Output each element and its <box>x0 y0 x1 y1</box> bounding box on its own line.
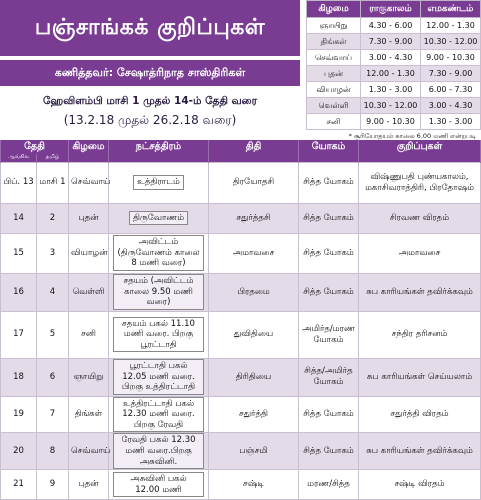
header-yogam: யோகம் <box>299 140 359 154</box>
cell-tithi: பிரதமை <box>209 273 299 311</box>
cell-tamil-date: 9 <box>37 470 69 500</box>
sunrise-note: * சூரியோதயம் காலை 6.00 மணி என்றபடி <box>348 132 476 140</box>
cell-star-text: சதயம் (அவிட்டம் காலை 9.50 மணி வரை) <box>113 274 204 310</box>
cell-tamil-date: 4 <box>37 273 69 311</box>
rahu-day: வெள்ளி <box>307 98 361 114</box>
panchangam-table <box>0 140 480 500</box>
ema-time: 10.30 - 12.00 <box>421 34 481 50</box>
rahu-header-rahu: ராகுகாலம் <box>361 1 421 18</box>
cell-tamil-date: மாசி 1 <box>37 162 69 203</box>
rahu-row <box>307 114 481 130</box>
cell-star <box>109 273 209 311</box>
rahu-header-day: கிழமை <box>307 1 361 18</box>
header-date: தேதி <box>1 140 69 154</box>
cell-notes: சுப காரியங்கள் தவிர்க்கவும் <box>359 273 481 311</box>
cell-star <box>109 358 209 396</box>
cell-english-date: 17 <box>1 311 37 358</box>
rahu-time: 3.00 - 4.30 <box>361 50 421 66</box>
rahu-day: வியாழன் <box>307 82 361 98</box>
cell-day: ஞாயிறு <box>69 358 109 396</box>
ema-time: 6.00 - 7.30 <box>421 82 481 98</box>
rahu-time: 1.30 - 3.00 <box>361 82 421 98</box>
cell-tamil-date: 2 <box>37 203 69 233</box>
rahu-day: புதன் <box>307 66 361 82</box>
cell-english-date: 16 <box>1 273 37 311</box>
cell-yogam: மரண/சித்த <box>299 470 359 500</box>
ema-time: 7.30 - 9.00 <box>421 66 481 82</box>
cell-star-text: அசுவினி பகல் 12.00 மணி <box>113 472 204 497</box>
rahu-row <box>307 18 481 34</box>
ema-time: 12.00 - 1.30 <box>421 18 481 34</box>
cell-yogam: சித்த யோகம் <box>299 433 359 470</box>
cell-star <box>109 233 209 273</box>
cell-tamil-date: 7 <box>37 396 69 433</box>
cell-tamil-date: 3 <box>37 233 69 273</box>
cell-english-date: 21 <box>1 470 37 500</box>
table-row <box>1 433 481 470</box>
rahu-row <box>307 34 481 50</box>
cell-tithi: அமாவசை <box>209 233 299 273</box>
cell-tithi: துவிதியை <box>209 311 299 358</box>
ema-time: 1.30 - 3.00 <box>421 114 481 130</box>
cell-english-date: 15 <box>1 233 37 273</box>
cell-day: செவ்வாய் <box>69 433 109 470</box>
cell-tithi: சதுர்த்தி <box>209 396 299 433</box>
table-subheader-row <box>1 154 481 162</box>
cell-day: சனி <box>69 311 109 358</box>
header-star: நட்சத்திரம் <box>109 140 209 154</box>
ema-time: 9.00 - 10.30 <box>421 50 481 66</box>
cell-yogam: சித்த யோகம் <box>299 396 359 433</box>
header-panel <box>0 0 300 136</box>
rahu-time: 9.00 - 10.30 <box>361 114 421 130</box>
header-tithi: திதி <box>209 140 299 154</box>
cell-star <box>109 311 209 358</box>
rahu-row <box>307 82 481 98</box>
header-notes: குறிப்புகள் <box>359 140 481 154</box>
cell-notes: சுப காரியங்கள் செய்யலாம் <box>359 358 481 396</box>
header-day: கிழமை <box>69 140 109 154</box>
cell-notes: சுப காரியங்கள் தவிர்க்கவும் <box>359 433 481 470</box>
page-title: பஞ்சாங்கக் குறிப்புகள் <box>0 0 300 56</box>
cell-star-text: உத்திராடம் <box>133 175 184 190</box>
cell-tamil-date: 6 <box>37 358 69 396</box>
table-header-row <box>1 140 481 154</box>
cell-yogam: சித்த/அமிர்த யோகம் <box>299 358 359 396</box>
cell-star <box>109 203 209 233</box>
cell-notes: விஷ்ணுபதி புண்யகாலம், மகாசிவராத்திரி, பிரதோஷம் <box>359 162 481 203</box>
rahu-row <box>307 66 481 82</box>
cell-star-text: ரேவதி பகல் 12.30 மணி வரை.பிறகு அசுவினி. <box>113 433 204 469</box>
cell-day: புதன் <box>69 470 109 500</box>
cell-tithi: சஷ்டி <box>209 470 299 500</box>
cell-english-date: 14 <box>1 203 37 233</box>
cell-day: வெள்ளி <box>69 273 109 311</box>
rahu-row <box>307 98 481 114</box>
compiler-name: கணித்தவர்: சேஷாத்ரிநாத சாஸ்திரிகள் <box>54 66 246 79</box>
cell-yogam: சித்த யோகம் <box>299 162 359 203</box>
cell-tamil-date: 5 <box>37 311 69 358</box>
cell-notes: சதுர்த்தி விரதம் <box>359 396 481 433</box>
compiler-banner <box>0 60 300 86</box>
cell-day: திங்கள் <box>69 396 109 433</box>
ema-time: 3.00 - 4.30 <box>421 98 481 114</box>
table-row <box>1 273 481 311</box>
cell-english-date: 19 <box>1 396 37 433</box>
cell-yogam: அமிர்த/மரண யோகம் <box>299 311 359 358</box>
rahu-kalam-table <box>306 0 480 141</box>
cell-english-date: 18 <box>1 358 37 396</box>
cell-day: புதன் <box>69 203 109 233</box>
cell-star-text: சதயம் பகல் 11.10 மணி வரை. பிறகு பூரட்டாதி <box>113 317 204 353</box>
table-row <box>1 396 481 433</box>
cell-tithi: பஞ்சமி <box>209 433 299 470</box>
rahu-time: 10.30 - 12.00 <box>361 98 421 114</box>
rahu-day: செவ்வாய் <box>307 50 361 66</box>
table-row <box>1 233 481 273</box>
rahu-header-ema: எமகண்டம் <box>421 1 481 18</box>
cell-tithi: சதுர்த்தசி <box>209 203 299 233</box>
date-range-english: (13.2.18 முதல் 26.2.18 வரை) <box>63 113 237 127</box>
cell-star-text: பூரட்டாதி பகல் 12.05 மணி வரை. பிறகு உத்திரட்டாதி <box>113 359 204 395</box>
rahu-header-row <box>307 1 481 18</box>
cell-day: செவ்வாய் <box>69 162 109 203</box>
rahu-time: 4.30 - 6.00 <box>361 18 421 34</box>
cell-notes: சஷ்டி விரதம் <box>359 470 481 500</box>
date-range-tamil: ஹேவிளம்பி மாசி 1 முதல் 14-ம் தேதி வரை <box>42 95 258 107</box>
table-row <box>1 162 481 203</box>
cell-notes: சிரவண விரதம் <box>359 203 481 233</box>
table-row <box>1 203 481 233</box>
cell-star <box>109 433 209 470</box>
cell-day: வியாழன் <box>69 233 109 273</box>
table-row <box>1 470 481 500</box>
table-row <box>1 311 481 358</box>
cell-notes: அமாவசை <box>359 233 481 273</box>
cell-star-text: திருவோணம் <box>129 211 188 226</box>
cell-star <box>109 162 209 203</box>
cell-tithi: திரயோதசி <box>209 162 299 203</box>
rahu-day: திங்கள் <box>307 34 361 50</box>
table-row <box>1 358 481 396</box>
cell-tamil-date: 8 <box>37 433 69 470</box>
cell-star <box>109 470 209 500</box>
rahu-time: 12.00 - 1.30 <box>361 66 421 82</box>
cell-english-date: 20 <box>1 433 37 470</box>
rahu-row <box>307 50 481 66</box>
rahu-day: சனி <box>307 114 361 130</box>
subheader-tamil: தமிழ் <box>37 154 69 162</box>
cell-star-text: அவிட்டம் (திருவோணம் காலை 8 மணி வரை) <box>113 235 204 271</box>
cell-yogam: சித்த யோகம் <box>299 273 359 311</box>
rahu-time: 7.30 - 9.00 <box>361 34 421 50</box>
cell-yogam: சித்த யோகம் <box>299 233 359 273</box>
cell-english-date: பிப். 13 <box>1 162 37 203</box>
cell-star-text: உத்திரட்டாதி பகல் 12.30 மணி வரை. பிறகு ரேவதி <box>113 397 204 433</box>
cell-star <box>109 396 209 433</box>
cell-yogam: சித்த யோகம் <box>299 203 359 233</box>
cell-notes: சந்திர தரிசனம் <box>359 311 481 358</box>
cell-tithi: திரிதியை <box>209 358 299 396</box>
rahu-day: ஞாயிறு <box>307 18 361 34</box>
subheader-english: ஆங்கில <box>1 154 37 162</box>
